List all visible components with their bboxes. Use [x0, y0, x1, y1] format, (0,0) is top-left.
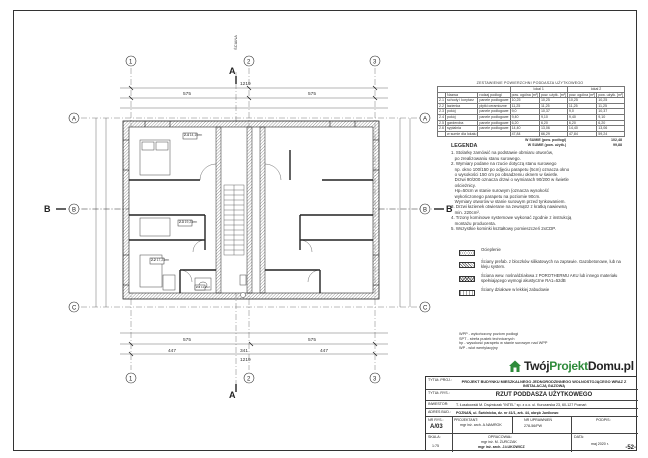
- room-table-header-cell: pow. użytk. [m²]: [540, 92, 566, 97]
- table-cell: 14,40: [510, 126, 539, 132]
- axis-1-top: 1: [129, 59, 133, 66]
- svg-text:A: A: [229, 66, 236, 76]
- note-line: wykończonego parapetu na poziomie 90cm.: [451, 193, 541, 199]
- dim-bottom-outer: 1219: [240, 358, 251, 363]
- room-label-24: 2.4 14,10m²: [184, 133, 203, 137]
- table-cell: łazienka: [446, 103, 478, 109]
- table-cell: 11,25: [539, 103, 567, 109]
- house-icon: [508, 359, 522, 373]
- note-line: ościeżnicy.: [451, 182, 476, 188]
- table-cell: płytki ceramiczne: [478, 103, 510, 109]
- svg-text:2: 2: [247, 376, 251, 383]
- note-line: 1. Stolarkę zamówić na podstawie obmiaru otworów,: [451, 150, 554, 156]
- table-cell: [478, 131, 510, 137]
- notes-list: [451, 150, 627, 231]
- table-cell: 14,40: [567, 126, 596, 132]
- svg-text:A: A: [72, 116, 77, 123]
- table-cell: 2.1: [439, 98, 444, 103]
- vertical-label: ŚCIANA: [232, 35, 238, 50]
- sum-row-1: W SUMIE (pow. podłogi) 102,48: [525, 138, 622, 143]
- svg-text:A: A: [423, 116, 428, 123]
- table-cell: 2.2: [439, 103, 444, 108]
- table-cell: 13,06: [597, 126, 625, 132]
- table-cell: 11,25: [567, 103, 596, 109]
- table-cell: 10,25: [567, 98, 596, 104]
- table-cell: sypialnia: [446, 126, 478, 132]
- page-number: -52-: [625, 445, 636, 451]
- table-cell: panele podłogowe: [479, 126, 509, 131]
- table-cell: 6,20: [567, 120, 596, 126]
- notes-heading: LEGENDA: [451, 143, 478, 149]
- room-label-22: 2.2 17,23m²: [151, 258, 170, 262]
- note-line: montażu producenta.: [451, 220, 496, 226]
- note-line: Drzwi 90/200 oznacza drzwi o wymiarach 90/200 w świetle: [451, 177, 569, 183]
- legend-swatch-cross: [459, 276, 475, 282]
- svg-text:3: 3: [373, 59, 377, 66]
- svg-text:1: 1: [129, 376, 133, 383]
- svg-text:2: 2: [247, 59, 251, 66]
- table-cell: panele podłogowe: [479, 120, 509, 125]
- table-cell: 9,0: [567, 109, 596, 115]
- table-cell: 11,25: [510, 103, 539, 109]
- notes-section: [451, 144, 627, 232]
- table-cell: 2.6: [439, 126, 444, 131]
- legend-swatch-dots: [459, 250, 475, 256]
- svg-text:B: B: [44, 204, 51, 214]
- room-table-header-cell: pow. ogólna [m²]: [568, 92, 596, 97]
- note-line: 4. Trzony kominowe systemowe wykonać zgodnie z instrukcją: [451, 215, 572, 221]
- table-cell: 59,24: [597, 131, 625, 137]
- table-cell: garderoba: [446, 120, 478, 126]
- tb-scale-row: SKALA: 1:75 OPRACOWAŁ: mgr inż. M. ŻURCZAK mgr inż. arch. J.ŁUKOWICZ DATA: maj 2020 r. -52-: [428, 435, 636, 451]
- legend-swatch-hatch: [459, 262, 475, 268]
- legend-item-insulation: Ocieplenie: [459, 248, 629, 258]
- table-cell: 9,10: [539, 114, 567, 120]
- note-line: po zrealizowaniu stanu surowego.: [451, 155, 521, 161]
- room-table: [437, 86, 625, 137]
- note-line: np. okno 100/150 po odjęciu parapetu (5cm) oznacza okno: [451, 166, 570, 172]
- table-cell: 2.5: [439, 120, 444, 125]
- svg-text:B: B: [72, 207, 77, 214]
- title-block: [425, 376, 637, 451]
- table-cell: schody i korytarz: [446, 98, 478, 104]
- room-table-header-cell: rodzaj podłogi: [478, 92, 510, 98]
- sum-row-2: W SUMIE (pow. użytk.) 99,88: [527, 142, 622, 147]
- dim-row2-1: 575: [183, 338, 192, 343]
- note-line: o wysokości 150 cm po obsadzeniu oknem w świetle.: [451, 172, 559, 178]
- table-cell: 2.4: [439, 114, 444, 119]
- room-table-header-cell: Nazwa: [446, 92, 478, 98]
- abbreviations: WPP - wykończony poziom podłogi SPT - strefa pustek technicznych hp - wysokość parapetu w stanie surowym nad WPP WP - wlot wentylacyjny: [459, 332, 548, 350]
- table-cell: panele podłogowe: [479, 114, 509, 119]
- dim-top-outer: 1219: [240, 82, 251, 87]
- table-cell: 9,40: [510, 114, 539, 120]
- note-line: Wymiary otworów w stanie surowym przed tynkowaniem.: [451, 199, 566, 205]
- note-line: 2. Wymiary podane na rzucie dotyczą stanu surowego: [451, 161, 557, 167]
- note-line: Hp=50cm w stanie surowym (oznacza wysokość: [451, 188, 549, 194]
- table-cell: 6,20: [510, 120, 539, 126]
- table-cell: 9,10: [597, 114, 625, 120]
- table-cell: 10,37: [597, 109, 625, 115]
- table-cell: [438, 131, 446, 137]
- room-table-title: ZESTAWIENIE POWIERZCHNI PODDASZA UŻYTKOWEGO: [476, 81, 584, 85]
- legend-item-bearing-wall: Ściany prefab. z bloczków silikatowych na zaprawie. Gazobetonowe, lub na kleju system.: [459, 260, 629, 272]
- tb-project-row: TYTUŁ PROJ.: PROJEKT BUDYNKU MIESZKALNEGO JEDNORODZINNEGO WOLNOSTOJĄCEGO WRAZ Z INSTALACJĄ GAZOWĄ: [426, 377, 638, 390]
- room-table-group-header: lokal 1 lokal 2: [438, 87, 625, 93]
- table-cell: 10,25: [539, 98, 567, 104]
- table-cell: 2.3: [439, 109, 444, 114]
- table-cell: 13,06: [539, 126, 567, 132]
- table-cell: 47,84: [567, 131, 596, 137]
- tb-design-row: NR RYS.: A/03 PROJEKTANT: mgr inż. arch. A.NAMROK NR UPRAWNIEŃ 278-56/PW PODPIS:: [426, 417, 638, 434]
- legend-item-light-wall: Ściany działowe w lekkiej zabudowie: [459, 288, 629, 298]
- table-cell: 10,25: [510, 98, 539, 104]
- dim-bottom-3: 447: [320, 349, 329, 354]
- room-area-table: [437, 81, 623, 148]
- dim-row2-2: 575: [308, 338, 317, 343]
- table-cell: 11,25: [597, 103, 625, 109]
- svg-text:B: B: [423, 207, 428, 214]
- note-line: min. 220cm².: [451, 209, 481, 215]
- dim-top-1: 575: [183, 92, 192, 97]
- room-table-header-cell: pow. użytk. [m²]: [598, 92, 624, 97]
- legend-item-interior-wall: Ściana wew. nośna/działowa z POROTHERMU AKU lub innego materiału spełniającego wymogi akustyczne RA1=52dB: [459, 274, 629, 286]
- table-cell: 6,20: [539, 120, 567, 126]
- svg-text:B: B: [446, 204, 453, 214]
- brand-logo: Twój Projekt Domu.pl: [508, 356, 634, 376]
- table-cell: 47,84: [510, 131, 539, 137]
- table-cell: panele podłogowe: [479, 98, 509, 103]
- table-cell: panele podłogowe: [479, 109, 509, 114]
- room-label-26: 2.6 11,2m²: [196, 285, 211, 289]
- table-cell: pokój: [446, 109, 478, 115]
- svg-text:A: A: [229, 390, 236, 400]
- tb-address-row: ADRES BUD.: POZNAŃ, ul. Świdnicka, dz. nr 41/1, ark. 44, obręb Junikowo: [426, 409, 638, 417]
- table-cell: 10,25: [597, 98, 625, 104]
- dim-bottom-1: 447: [168, 349, 177, 354]
- svg-text:3: 3: [373, 376, 377, 383]
- tb-drawing-row: TYTUŁ RYS.: RZUT PODDASZA UŻYTKOWEGO: [426, 390, 638, 401]
- svg-text:C: C: [423, 305, 428, 312]
- legend-swatch-light: [459, 290, 475, 296]
- table-cell: 6,20: [597, 120, 625, 126]
- dim-bottom-2: 341: [240, 349, 249, 354]
- table-cell: 10,37: [539, 109, 567, 115]
- room-label-23: 2.3 19,23m²: [179, 220, 198, 224]
- table-row: [438, 131, 625, 137]
- table-cell: 66,29: [539, 131, 567, 137]
- note-line: 5. Wszystkie kominki kształtowy pomieszczeń 2xCDP.: [451, 226, 556, 232]
- tb-investor-row: INWESTOR: T. Łuszkowski M. Drążniczak "INTEL" sp. z o.o. ul. Kurczarska 23, 60-127 Poznań: [426, 401, 638, 409]
- legend-section: [459, 248, 629, 300]
- dim-top-2: 575: [308, 92, 317, 97]
- svg-text:C: C: [72, 305, 77, 312]
- table-cell: 9,0: [510, 109, 539, 115]
- note-line: 3. Drzwi łazienek otwierane na zewnątrz z kratką nawiewną: [451, 204, 567, 210]
- table-cell: 9,40: [567, 114, 596, 120]
- table-cell: w sumie dla lokalu: [447, 131, 477, 136]
- table-cell: pokój: [446, 114, 478, 120]
- room-table-header-cell: pow. ogólna [m²]: [511, 92, 538, 97]
